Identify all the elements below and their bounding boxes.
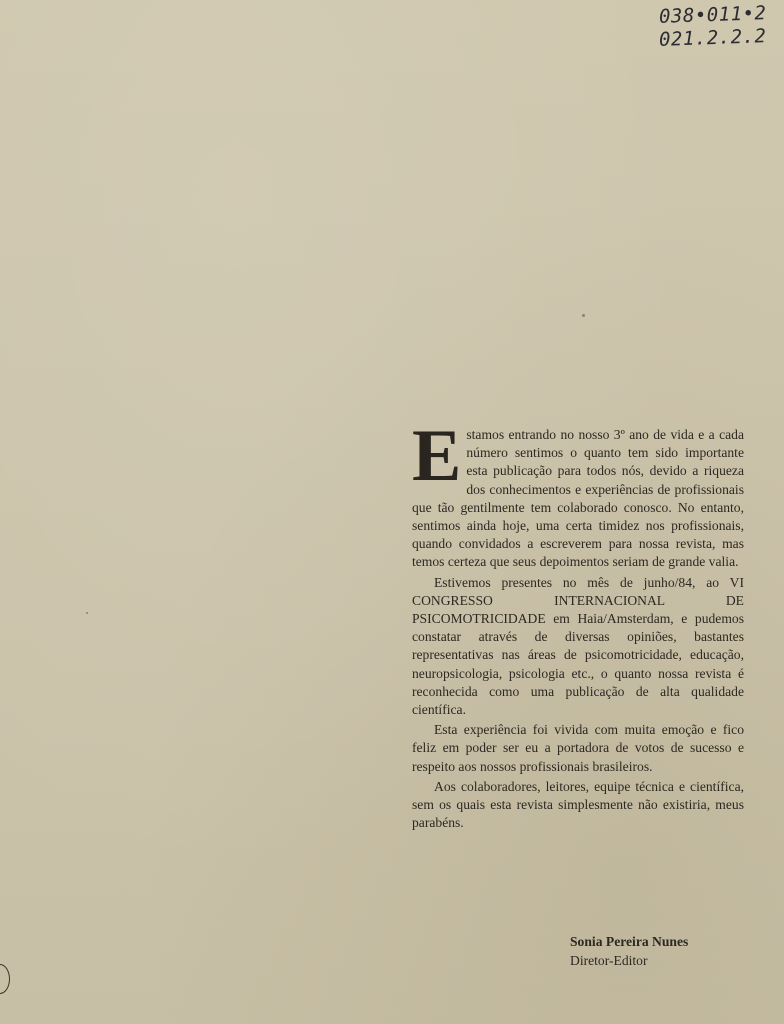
paragraph-1-text: stamos entrando no nosso 3º ano de vida e a cada número sentimos o quanto tem sido importante esta publicação para todos nós, devido a riqueza dos conhecimentos e experiências de profissionais que tão gentilmente tem colaborado conosco. No entanto, sentimos ainda hoje, uma certa timidez nos profissionais, quando convidados a escreverem para nossa revista, mas temos certeza que seus depoimentos seriam de grande valia.: [412, 427, 744, 570]
binding-hole-mark: [0, 964, 10, 994]
signature-block: [570, 932, 688, 970]
paragraph-1: [412, 415, 744, 572]
signature-title: Diretor-Editor: [570, 953, 648, 968]
paragraph-3: Esta experiência foi vivida com muita emoção e fico feliz em poder ser eu a portadora de votos de sucesso e respeito aos nossos profissionais brasileiros.: [412, 722, 744, 774]
archive-code-line-1: 038•011•2: [658, 2, 767, 28]
drop-cap: E: [412, 415, 462, 497]
paper-speck: [582, 314, 585, 317]
paragraph-2: Estivemos presentes no mês de junho/84, ao VI CONGRESSO INTERNACIONAL DE PSICOMOTRICIDADE em Haia/Amsterdam, e pudemos constatar através de diversas opiniões, bastantes representativas nas áreas de psicomotricidade, educação, neuropsicologia, psicologia etc., o quanto nossa revista é reconhecida como uma publicação de alta qualidade científica.: [412, 574, 744, 718]
handwritten-archive-code: [659, 4, 766, 50]
archive-code-line-2: 021.2.2.2: [658, 25, 767, 51]
signature-name: Sonia Pereira Nunes: [570, 934, 689, 949]
paragraph-4: Aos colaboradores, leitores, equipe técnica e científica, sem os quais esta revista simplesmente não existiria, meus parabéns.: [412, 778, 744, 831]
editorial-letter: [412, 415, 744, 834]
paper-speck: [86, 612, 88, 614]
